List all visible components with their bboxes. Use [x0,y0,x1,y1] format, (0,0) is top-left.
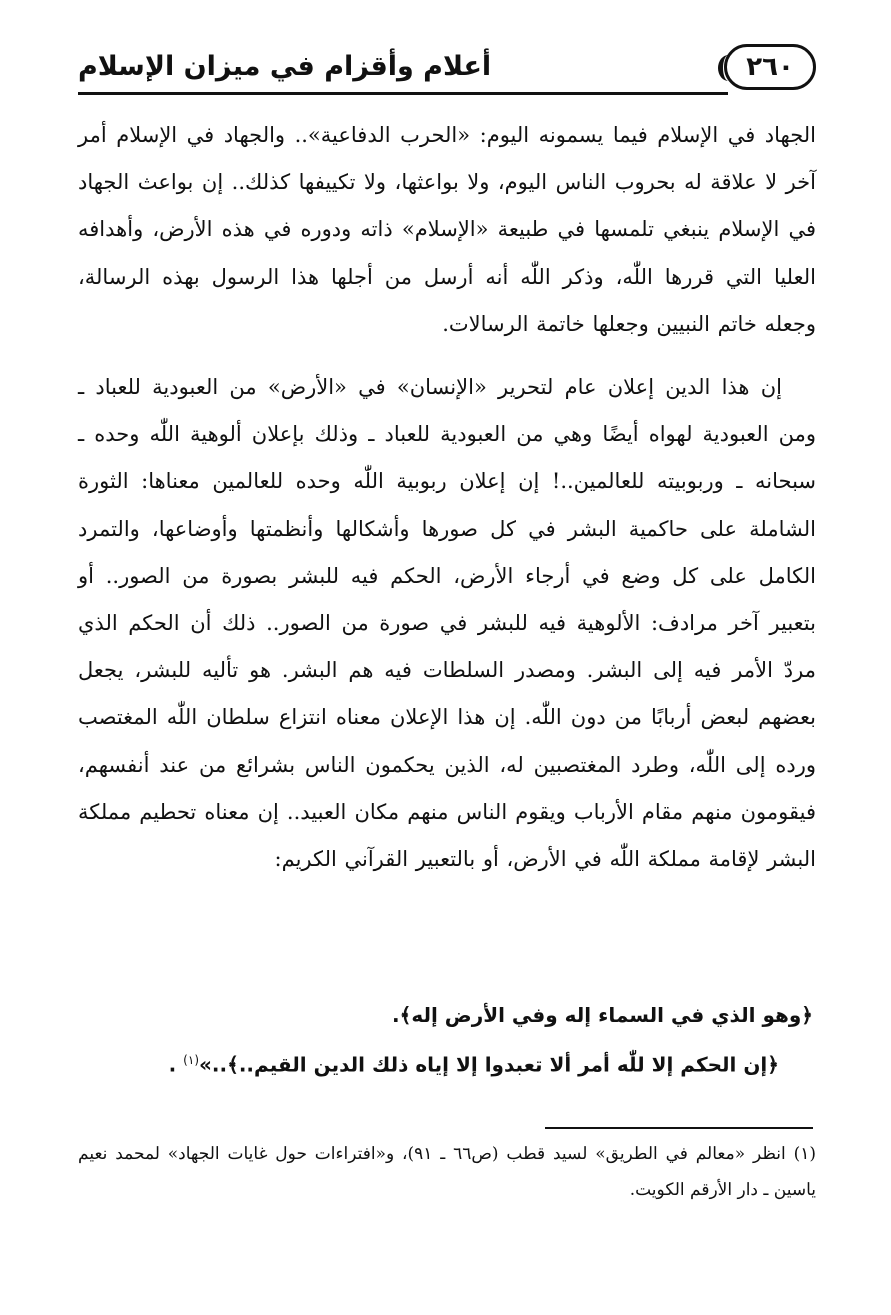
verse-2-end: . [168,1052,177,1077]
quran-verse-2 [169,1036,813,1089]
footnote-reference: (١) [183,1053,199,1067]
paragraph-2: إن هذا الدين إعلان عام لتحرير «الإنسان» في «الأرض» من العبودية للعباد ـ ومن العبودية لهواه أيضًا وهي من العبودية للعباد ـ وذلك بإعلان ألوهية اللّٰه وحده ـ سبحانه ـ وربوبيته للعالمين..! إن إعلان ربوبية اللّٰه وحده للعالمين معناها: الثورة الشاملة على حاكمية البشر في كل صورها وأشكالها وأنظمتها وأوضاعها، والتمرد الكامل على كل وضع في أرجاء الأرض، الحكم فيه للبشر بصورة من الصور.. أو بتعبير آخر مرادف: الألوهية فيه للبشر في صورة من الصور.. ذلك أن الحكم الذي مردّ الأمر فيه إلى البشر. ومصدر السلطات فيه هم البشر. هو تأليه للبشر، يجعل بعضهم لبعض أربابًا من دون اللّٰه. إن هذا الإعلان معناه انتزاع سلطان اللّٰه المغتصب ورده إلى اللّٰه، وطرد المغتصبين له، الذين يحكمون الناس بشرائع من عند أنفسهم، فيقومون منهم مقام الأرباب ويقوم الناس منهم مكان العبيد.. إن معناه تحطيم مملكة البشر لإقامة مملكة اللّٰه في الأرض، أو بالتعبير القرآني الكريم: [78,375,817,872]
page-number: ٢٦٠ [724,44,816,90]
header-rule [78,92,728,95]
paragraph-1: الجهاد في الإسلام فيما يسمونه اليوم: «الحرب الدفاعية».. والجهاد في الإسلام أمر آخر لا علاقة له بحروب الناس اليوم، ولا بواعثها، ولا تكييفها كذلك.. إن بواعث الجهاد في الإسلام ينبغي تلمسها في طبيعة «الإسلام» ذاته ودوره في هذه الأرض، وأهدافه العليا التي قررها اللّٰه، وذكر اللّٰه أنه أرسل من أجلها هذا الرسول بهذه الرسالة، وجعله خاتم النبيين وجعلها خاتمة الرسالات. [78,123,816,336]
page-header [78,40,816,96]
footnote: (١) انظر «معالم في الطريق» لسيد قطب (ص٦٦ ـ ٩١)، و«افتراءات حول غايات الجهاد» لمحمد نعيم ياسين ـ دار الأرقم الكويت. [78,1144,816,1200]
body-text [78,112,816,883]
footnote-rule [545,1127,813,1129]
quran-verse-2-text: ﴿إن الحكم إلا للّٰه أمر ألا تعبدوا إلا إياه ذلك الدين القيم..﴾..» [199,1052,779,1077]
quran-verse-1: ﴿وهو الذي في السماء إله وفي الأرض إله﴾. [392,1003,813,1027]
book-title: أعلام وأقزام في ميزان الإسلام [78,51,492,82]
